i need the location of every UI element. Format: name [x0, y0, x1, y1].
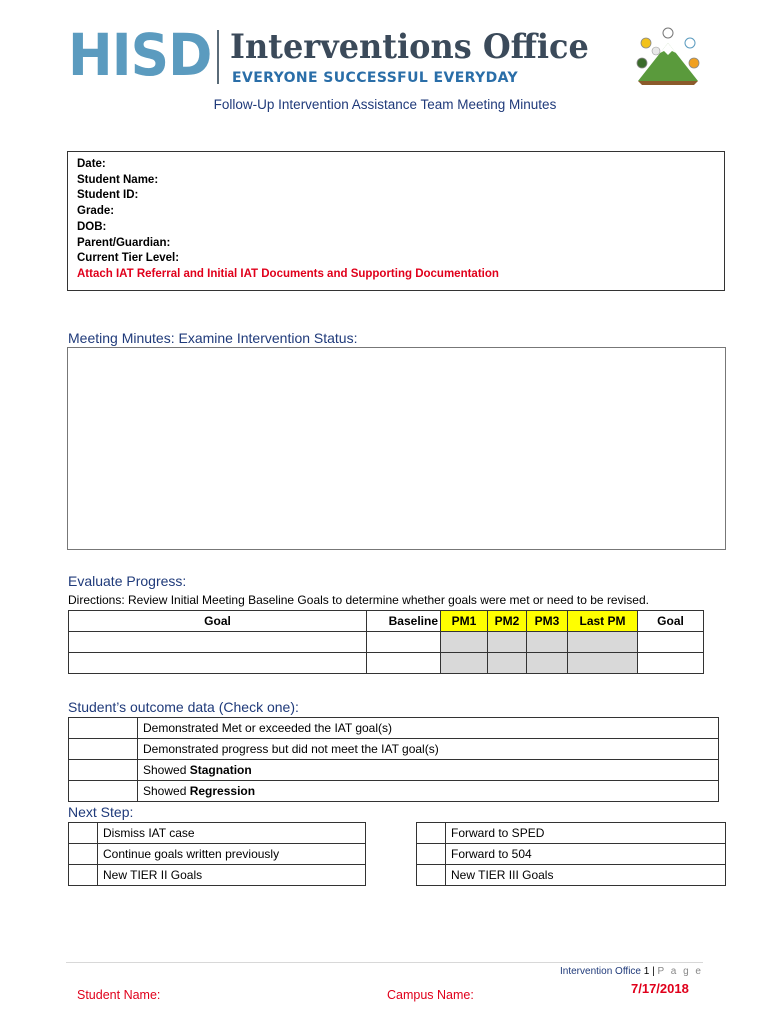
next-step-heading: Next Step: — [68, 804, 134, 820]
grade-label[interactable]: Grade: — [77, 205, 115, 218]
last-pm-cell[interactable] — [568, 653, 638, 674]
next-step-checkbox[interactable] — [69, 823, 98, 844]
goal-target-cell[interactable] — [638, 653, 704, 674]
meeting-minutes-heading: Meeting Minutes: Examine Intervention Status: — [68, 330, 358, 346]
baseline-cell[interactable] — [367, 653, 441, 674]
table-row — [69, 653, 704, 674]
col-pm1: PM1 — [441, 611, 488, 632]
footer-student-name-label: Student Name: — [77, 988, 161, 1002]
next-step-row — [417, 823, 726, 844]
outcome-checkbox-met[interactable] — [69, 718, 138, 739]
outcome-label-met: Demonstrated Met or exceeded the IAT goal(s) — [138, 718, 719, 739]
hisd-logo-text: HISD — [68, 21, 212, 89]
evaluate-progress-heading: Evaluate Progress: — [68, 573, 187, 589]
next-step-label: Forward to 504 — [446, 844, 726, 865]
next-step-label: Continue goals written previously — [98, 844, 366, 865]
col-goal-target: Goal — [638, 611, 704, 632]
outcome-label-stagnation: Showed Stagnation — [138, 760, 719, 781]
outcome-label-progress: Demonstrated progress but did not meet the IAT goal(s) — [138, 739, 719, 760]
pm2-cell[interactable] — [488, 653, 527, 674]
next-step-checkbox[interactable] — [69, 865, 98, 886]
pm1-cell[interactable] — [441, 653, 488, 674]
footer-date: 7/17/2018 — [631, 981, 689, 996]
col-pm3: PM3 — [527, 611, 568, 632]
col-pm2: PM2 — [488, 611, 527, 632]
next-step-row — [69, 865, 366, 886]
next-step-row — [417, 844, 726, 865]
page-title: Follow-Up Intervention Assistance Team Meeting Minutes — [213, 97, 557, 112]
dob-label[interactable]: DOB: — [77, 220, 107, 233]
page-footer-info: Intervention Office 1 | P a g e — [560, 966, 703, 977]
outcome-label-regression: Showed Regression — [138, 781, 719, 802]
goal-target-cell[interactable] — [638, 632, 704, 653]
outcome-checkbox-progress[interactable] — [69, 739, 138, 760]
table-row — [69, 632, 704, 653]
parent-guardian-label[interactable]: Parent/Guardian: — [77, 236, 171, 249]
next-step-row — [69, 823, 366, 844]
next-step-checkbox[interactable] — [417, 865, 446, 886]
next-step-row — [69, 844, 366, 865]
outcome-heading: Student’s outcome data (Check one): — [68, 699, 299, 715]
next-step-checkbox[interactable] — [417, 823, 446, 844]
col-goal: Goal — [69, 611, 367, 632]
meeting-minutes-textarea[interactable] — [67, 347, 726, 550]
outcome-checkbox-stagnation[interactable] — [69, 760, 138, 781]
last-pm-cell[interactable] — [568, 632, 638, 653]
outcome-row-met — [69, 718, 719, 739]
student-info-fields — [77, 157, 499, 283]
footer-divider — [66, 962, 703, 963]
col-last-pm: Last PM — [568, 611, 638, 632]
goal-cell[interactable] — [69, 653, 367, 674]
baseline-cell[interactable] — [367, 632, 441, 653]
goal-cell[interactable] — [69, 632, 367, 653]
footer-campus-name-label: Campus Name: — [387, 988, 474, 1002]
pm3-cell[interactable] — [527, 653, 568, 674]
date-label[interactable]: Date: — [77, 158, 106, 170]
student-name-label[interactable]: Student Name: — [77, 173, 159, 186]
outcome-checkbox-regression[interactable] — [69, 781, 138, 802]
mountain-emblem-icon — [630, 25, 706, 89]
next-step-label: Dismiss IAT case — [98, 823, 366, 844]
outcome-table — [68, 717, 719, 802]
attach-documents-note: Attach IAT Referral and Initial IAT Documents and Supporting Documentation — [77, 267, 499, 280]
outcome-row-stagnation — [69, 760, 719, 781]
office-title: Interventions Office — [230, 27, 589, 67]
outcome-row-progress — [69, 739, 719, 760]
progress-directions: Directions: Review Initial Meeting Baseline Goals to determine whether goals were met or need to be revised. — [68, 593, 649, 607]
pm3-cell[interactable] — [527, 632, 568, 653]
current-tier-label[interactable]: Current Tier Level: — [77, 252, 180, 265]
next-step-left-table — [68, 822, 366, 886]
student-id-label[interactable]: Student ID: — [77, 189, 139, 202]
next-step-checkbox[interactable] — [417, 844, 446, 865]
next-step-row — [417, 865, 726, 886]
pm1-cell[interactable] — [441, 632, 488, 653]
next-step-label: New TIER II Goals — [98, 865, 366, 886]
next-step-right-table — [416, 822, 726, 886]
next-step-checkbox[interactable] — [69, 844, 98, 865]
goals-table — [68, 610, 704, 674]
outcome-row-regression — [69, 781, 719, 802]
goals-header-row — [69, 611, 704, 632]
tagline: EVERYONE SUCCESSFUL EVERYDAY — [232, 70, 519, 86]
col-baseline: Baseline — [367, 611, 441, 632]
header-divider — [217, 30, 219, 84]
next-step-label: New TIER III Goals — [446, 865, 726, 886]
pm2-cell[interactable] — [488, 632, 527, 653]
next-step-label: Forward to SPED — [446, 823, 726, 844]
